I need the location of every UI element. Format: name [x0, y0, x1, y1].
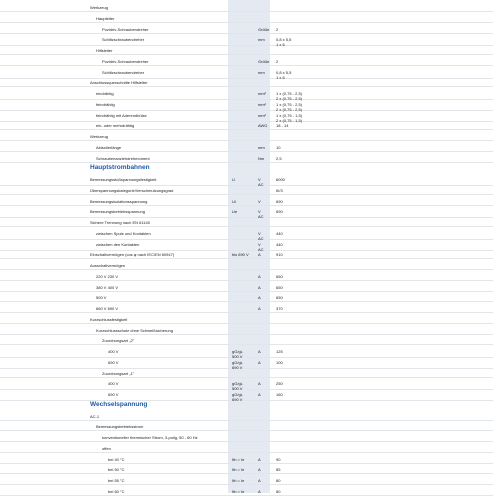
spec-label: Bemessungsisolationsspannung [90, 199, 148, 204]
spec-row [0, 467, 493, 474]
spec-label: offen [102, 446, 111, 451]
spec-row [0, 349, 493, 358]
spec-value: 250 [276, 381, 283, 386]
spec-row [0, 263, 493, 270]
spec-value: 2 [276, 59, 279, 64]
spec-label: 500 V [96, 295, 107, 300]
spec-row [0, 80, 493, 87]
spec-label: eindrähtig [96, 91, 114, 96]
spec-value: 690 [276, 209, 283, 214]
spec-value: 440 [276, 242, 283, 247]
spec-label: bei 40 °C [108, 457, 125, 462]
spec-unit: A [258, 349, 261, 354]
spec-label: feindrähtig [96, 102, 115, 107]
spec-row [0, 414, 493, 421]
spec-row [0, 102, 493, 111]
spec-label: Haupteiter [96, 16, 115, 21]
spec-value: 100 [276, 360, 283, 365]
spec-value: 1 x (0,75 - 2,5) 2 x (0,75 - 2,5) [276, 102, 303, 112]
spec-label: Bemessungsstoßspannungsfestigkeit [90, 177, 157, 182]
spec-unit: A [258, 252, 261, 257]
spec-row [0, 59, 493, 66]
spec-value: 80 [276, 489, 281, 494]
spec-symbol: gG/gL 500 V [232, 349, 243, 359]
spec-row [0, 371, 493, 378]
spec-symbol: U [232, 177, 235, 182]
spec-value: 690 [276, 199, 283, 204]
spec-label: Zuordnungsart „1" [102, 371, 135, 376]
spec-row [0, 16, 493, 23]
spec-value: 85 [276, 467, 281, 472]
spec-unit: A [258, 489, 261, 494]
section-heading: Hauptstrombahnen [90, 164, 150, 171]
spec-unit: V AC [258, 209, 264, 219]
spec-value: 2 [276, 27, 279, 32]
spec-row [0, 446, 493, 453]
section-heading: Wechselspannung [90, 401, 148, 408]
spec-row [0, 381, 493, 390]
spec-row [0, 188, 493, 195]
spec-unit: V [258, 199, 261, 204]
spec-row [0, 252, 493, 259]
spec-unit: Nm [258, 156, 265, 161]
spec-unit: V AC [258, 177, 264, 187]
spec-value: 0,8 x 5,5 1 x 6 [276, 37, 292, 47]
spec-row [0, 91, 493, 100]
spec-row [0, 317, 493, 324]
spec-unit: mm² [258, 91, 266, 96]
spec-value: 1 x (0,75 - 1,5) 2 x (0,75 - 1,5) [276, 113, 303, 123]
section-heading-row [0, 164, 493, 170]
spec-label: Bemessungsbetriebsstrom [96, 424, 144, 429]
spec-symbol: Ith = Ie [232, 489, 245, 494]
spec-row [0, 285, 493, 292]
spec-row [0, 70, 493, 79]
spec-label: Sichere Trennung nach EN 61140 [90, 220, 150, 225]
spec-value: 1 x (0,75 - 2,5) 2 x (0,75 - 2,5) [276, 91, 303, 101]
spec-unit: A [258, 360, 261, 365]
spec-label: Schlitzschraubendreher [102, 37, 145, 42]
spec-label: Pozidriv-Schraubendreher [102, 59, 149, 64]
spec-row [0, 37, 493, 46]
spec-label: Abisolierlänge [96, 145, 122, 150]
spec-row [0, 220, 493, 227]
spec-label: Bemessungsbetriebsspannung [90, 209, 145, 214]
spec-label: zwischen Spule und Kontakten [96, 231, 151, 236]
spec-unit: A [258, 381, 261, 386]
spec-label: Pozidriv-Schraubendreher [102, 27, 149, 32]
spec-value: 650 [276, 285, 283, 290]
spec-unit: A [258, 392, 261, 397]
spec-unit: Größe [258, 27, 270, 32]
spec-label: bei 55 °C [108, 478, 125, 483]
spec-symbol: gG/gL 500 V [232, 381, 243, 391]
spec-row [0, 457, 493, 464]
spec-symbol: Ith = Ie [232, 457, 245, 462]
spec-value: 650 [276, 295, 283, 300]
spec-value: 90 [276, 457, 281, 462]
spec-value: 125 [276, 349, 283, 354]
spec-label: 220 V 230 V [96, 274, 119, 279]
spec-label: Kurzschlussfestigkeit [90, 317, 128, 322]
spec-value: III/3 [276, 188, 283, 193]
spec-symbol: Ui [232, 199, 236, 204]
spec-unit: AWG [258, 123, 268, 128]
spec-row [0, 242, 493, 251]
spec-label: zwischen den Kontakten [96, 242, 140, 247]
spec-row [0, 123, 493, 130]
spec-label: Werkzeug [90, 134, 108, 139]
spec-label: Anschlussquerschnitte Hilfsleiter [90, 80, 148, 85]
spec-symbol: gG/gL 690 V [232, 392, 243, 402]
spec-label: bei 60 °C [108, 489, 125, 494]
spec-value: 18 - 14 [276, 123, 289, 128]
spec-row [0, 145, 493, 152]
spec-row [0, 478, 493, 485]
spec-symbol: Ith = Ie [232, 467, 245, 472]
spec-value: 370 [276, 306, 283, 311]
spec-unit: A [258, 274, 261, 279]
spec-row [0, 295, 493, 302]
spec-symbol: Ith = Ie [232, 478, 245, 483]
spec-value: 10 [276, 145, 281, 150]
spec-row [0, 209, 493, 218]
spec-unit: A [258, 478, 261, 483]
spec-row [0, 177, 493, 186]
spec-row [0, 48, 493, 55]
spec-label: bei 50 °C [108, 467, 125, 472]
spec-label: konventioneller thermischer Strom, 3-polig, 50 - 60 Hz [102, 435, 198, 440]
spec-symbol: bis 690 V [232, 252, 249, 257]
spec-row [0, 424, 493, 431]
spec-value: 650 [276, 274, 283, 279]
spec-row [0, 360, 493, 369]
spec-label: AC-1 [90, 414, 100, 419]
spec-value: 0,8 x 5,5 1 x 6 [276, 70, 292, 80]
spec-label: 400 V [108, 381, 119, 386]
spec-unit: mm [258, 37, 265, 42]
spec-value: 6000 [276, 177, 285, 182]
spec-unit: V AC [258, 231, 264, 241]
spec-value: 80 [276, 478, 281, 483]
spec-value: 440 [276, 231, 283, 236]
spec-row [0, 392, 493, 401]
spec-row [0, 306, 493, 313]
spec-label: Ausschaltvermögen [90, 263, 126, 268]
spec-symbol: Ue [232, 209, 238, 214]
spec-label: Kurzschlussschutz ohne Schweißsicherung [96, 328, 173, 333]
spec-label: Werkzeug [90, 5, 108, 10]
spec-row [0, 338, 493, 345]
spec-row [0, 134, 493, 141]
spec-value: 2,5 [276, 156, 282, 161]
spec-row [0, 156, 493, 163]
spec-unit: Größe [258, 59, 270, 64]
spec-label: 660 V 690 V [96, 306, 119, 311]
spec-label: Überspannungskategorie/Verschmutzungsgrad [90, 188, 174, 193]
spec-unit: A [258, 457, 261, 462]
spec-unit: mm [258, 70, 265, 75]
spec-label: Zuordnungsart „2" [102, 338, 135, 343]
spec-row [0, 274, 493, 281]
spec-unit: A [258, 306, 261, 311]
spec-label: 380 V 400 V [96, 285, 119, 290]
spec-row [0, 435, 493, 442]
spec-row [0, 328, 493, 335]
spec-row [0, 199, 493, 206]
spec-label: 690 V [108, 360, 119, 365]
section-heading-row [0, 401, 493, 407]
spec-label: 400 V [108, 349, 119, 354]
spec-row [0, 231, 493, 240]
spec-value: 910 [276, 252, 283, 257]
spec-row [0, 113, 493, 122]
spec-label: 690 V [108, 392, 119, 397]
spec-unit: mm [258, 145, 265, 150]
spec-unit: mm² [258, 102, 266, 107]
spec-unit: A [258, 467, 261, 472]
spec-label: Einschaltvermögen (cos φ nach IEC/EN 60947) [90, 252, 175, 257]
spec-value: 160 [276, 392, 283, 397]
spec-label: Schraubenanziehdrehmoment [96, 156, 150, 161]
spec-unit: A [258, 295, 261, 300]
spec-label: feindrähtig mit Aderendhülse [96, 113, 147, 118]
spec-unit: V AC [258, 242, 264, 252]
spec-symbol: gG/gL 690 V [232, 360, 243, 370]
spec-unit: A [258, 285, 261, 290]
spec-row [0, 27, 493, 34]
spec-row [0, 5, 493, 12]
spec-label: Hilfsleiter [96, 48, 113, 53]
spec-label: Schlitzschraubendreher [102, 70, 145, 75]
spec-unit: mm² [258, 113, 266, 118]
spec-label: ein- oder mehrdrähtig [96, 123, 135, 128]
